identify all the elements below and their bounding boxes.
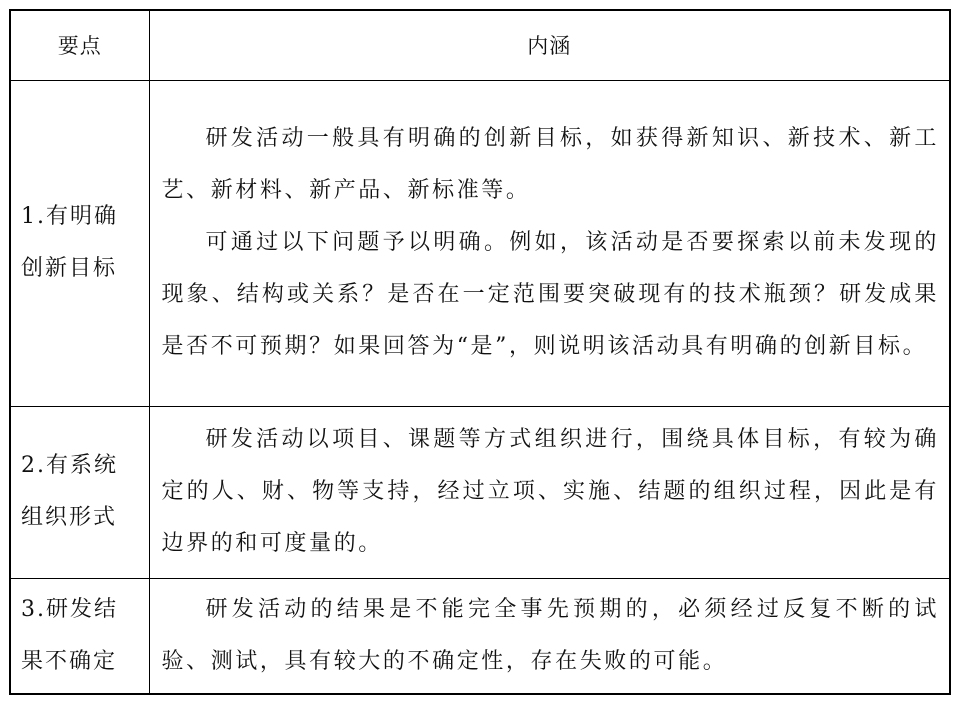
table-header-row (10, 10, 950, 80)
table-row (10, 406, 950, 578)
header-content: 内涵 (149, 10, 950, 80)
row-key-line: 果不确定 (21, 648, 118, 674)
row-key-cell (10, 406, 149, 578)
row-content-cell (149, 406, 950, 578)
content-paragraph: 研发活动以项目、课题等方式组织进行，围绕具体目标，有较为确定的人、财、物等支持，经过立项、实施、结题的组织过程，因此是有边界的和可度量的。 (161, 427, 939, 556)
content-paragraph: 研发活动一般具有明确的创新目标，如获得新知识、新技术、新工艺、新材料、新产品、新标准等。 (161, 126, 939, 203)
table-row (10, 578, 950, 694)
row-key-line: 组织形式 (21, 505, 118, 530)
row-key-cell (10, 80, 149, 406)
row-key-line: 创新目标 (21, 256, 118, 281)
row-key-line: 1.有明确 (21, 204, 118, 229)
table-row (10, 80, 950, 406)
rd-activity-table (9, 9, 951, 695)
row-content-cell (149, 578, 950, 694)
content-paragraph: 研发活动的结果是不能完全事先预期的，必须经过反复不断的试验、测试，具有较大的不确定性，存在失败的可能。 (161, 596, 939, 674)
row-key-line: 2.有系统 (21, 453, 118, 478)
content-paragraph: 可通过以下问题予以明确。例如，该活动是否要探索以前未发现的现象、结构或关系？是否在一定范围要突破现有的技术瓶颈？研发成果是否不可预期？如果回答为“是”，则说明该活动具有明确的创新目标。 (161, 230, 939, 359)
row-content-cell (149, 80, 950, 406)
header-key: 要点 (10, 10, 149, 80)
row-key-cell (10, 578, 149, 694)
row-key-line: 3.研发结 (21, 596, 118, 622)
